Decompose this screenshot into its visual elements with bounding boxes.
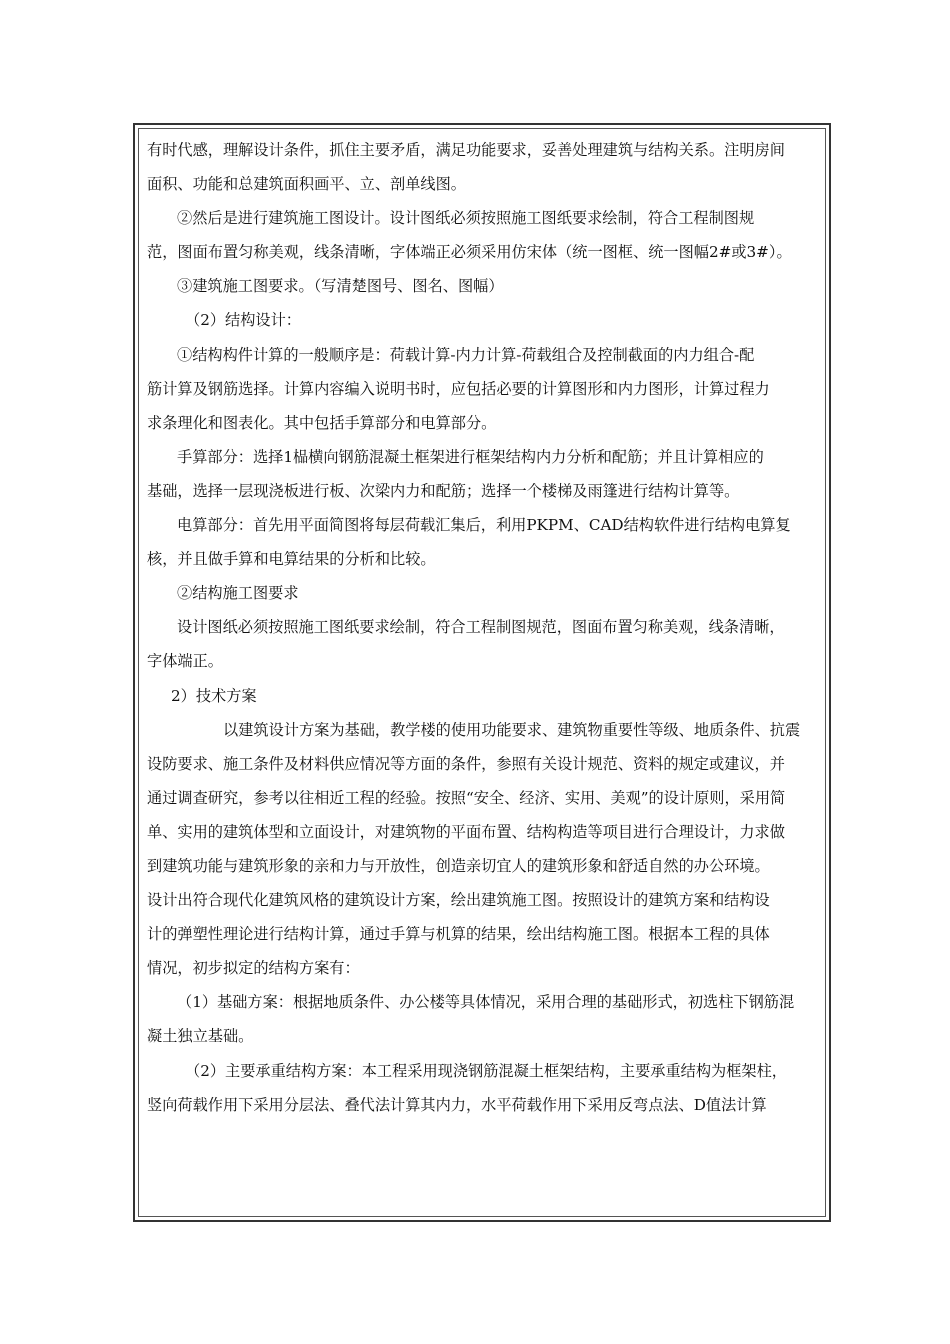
text-line: 竖向荷载作用下采用分层法、叠代法计算其内力，水平荷载作用下采用反弯点法、D值法计算 (147, 1095, 767, 1114)
text-line: 单、实用的建筑体型和立面设计，对建筑物的平面布置、结构构造等项目进行合理设计，力求做 (147, 822, 785, 841)
text-line: 有时代感，理解设计条件，抓住主要矛盾，满足功能要求，妥善处理建筑与结构关系。注明房间 (147, 141, 785, 159)
text-line: 通过调查研究，参考以往相近工程的经验。按照“安全、经济、实用、美观”的设计原则，采用简 (147, 788, 786, 807)
text-line: 到建筑功能与建筑形象的亲和力与开放性，创造亲切宜人的建筑形象和舒适自然的办公环境。 (147, 856, 770, 875)
text-line: 范，图面布置匀称美观，线条清晰，字体端正必须采用仿宋体（统一图框、统一图幅2#或3#）。 (147, 243, 792, 262)
content-frame (133, 123, 831, 1222)
text-line: 凝土独立基础。 (147, 1027, 254, 1046)
text-line: 面积、功能和总建筑面积画平、立、剖单线图。 (147, 175, 466, 194)
text-line: 以建筑设计方案为基础，教学楼的使用功能要求、建筑物重要性等级、地质条件、抗震 (223, 720, 801, 739)
text-line: （1）基础方案：根据地质条件、办公楼等具体情况，采用合理的基础形式，初选柱下钢筋混 (177, 993, 795, 1012)
text-line: 电算部分：首先用平面简图将每层荷载汇集后，利用PKPM、CAD结构软件进行结构电算复 (177, 516, 791, 535)
text-line: 设计图纸必须按照施工图纸要求绘制，符合工程制图规范，图面布置匀称美观，线条清晰， (177, 618, 785, 637)
text-line: ②然后是进行建筑施工图设计。设计图纸必须按照施工图纸要求绘制，符合工程制图规 (177, 209, 755, 228)
text-line: 字体端正。 (147, 652, 223, 671)
text-line: 筋计算及钢筋选择。计算内容编入说明书时，应包括必要的计算图形和内力图形，计算过程力 (147, 379, 770, 398)
section-heading: 2）技术方案 (171, 686, 257, 705)
text-line: （2）主要承重结构方案：本工程采用现浇钢筋混凝土框架结构，主要承重结构为框架柱， (185, 1061, 787, 1080)
text-line: ①结构构件计算的一般顺序是：荷载计算-内力计算-荷载组合及控制截面的内力组合-配 (177, 345, 755, 364)
text-line: 情况，初步拟定的结构方案有： (147, 959, 360, 978)
text-line: 基础，选择一层现浇板进行板、次梁内力和配筋；选择一个楼梯及雨篷进行结构计算等。 (147, 481, 740, 500)
text-line: 设计出符合现代化建筑风格的建筑设计方案，绘出建筑施工图。按照设计的建筑方案和结构设 (147, 891, 770, 910)
text-line: 核，并且做手算和电算结果的分析和比较。 (147, 550, 436, 569)
text-line: 计的弹塑性理论进行结构计算，通过手算与机算的结果，绘出结构施工图。根据本工程的具体 (147, 925, 770, 944)
text-line: ②结构施工图要求 (177, 584, 299, 603)
text-line: 设防要求、施工条件及材料供应情况等方面的条件，参照有关设计规范、资料的规定或建议，并 (147, 754, 785, 773)
text-line: ③建筑施工图要求。（写清楚图号、图名、图幅） (177, 277, 504, 296)
text-line: 求条理化和图表化。其中包括手算部分和电算部分。 (147, 413, 497, 432)
text-line: 手算部分：选择1榀横向钢筋混凝土框架进行框架结构内力分析和配筋；并且计算相应的 (177, 447, 764, 466)
document-body (147, 133, 819, 1122)
section-heading: （2）结构设计： (185, 311, 301, 330)
